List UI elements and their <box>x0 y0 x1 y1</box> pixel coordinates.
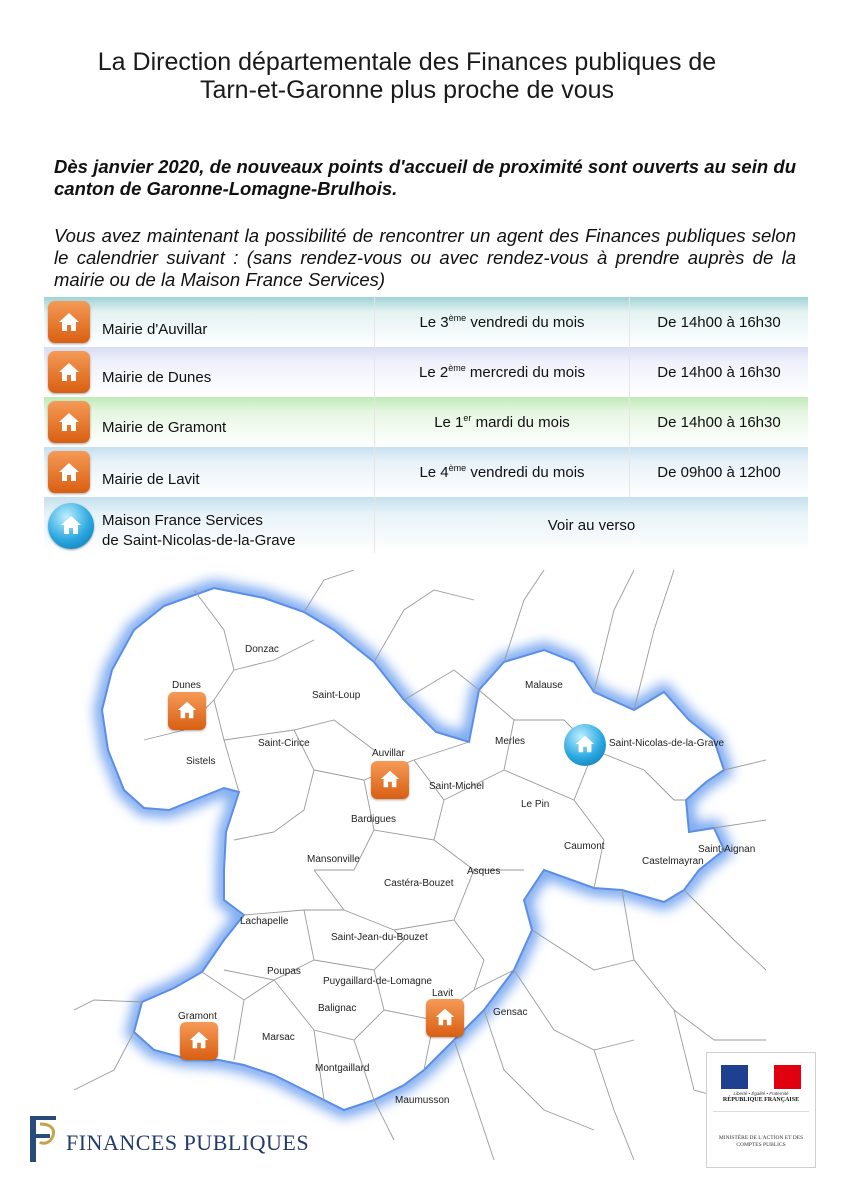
map-town-le-pin: Le Pin <box>521 799 550 810</box>
map-town-bardigues: Bardigues <box>351 814 397 825</box>
map-town-donzac: Donzac <box>245 644 279 655</box>
schedule-day: Le 4ème vendredi du mois <box>419 463 585 481</box>
map-town-gensac: Gensac <box>493 1007 528 1018</box>
body-paragraph: Vous avez maintenant la possibilité de rencontrer un agent des Finances publiques selon le calendrier suivant : (sans rendez-vous ou avec rendez-vous à prendre auprès de la mairie ou de la Maison France Services) <box>54 225 796 290</box>
map-town-saint-loup: Saint-Loup <box>312 690 361 701</box>
page-title <box>0 48 814 104</box>
home-icon <box>48 451 90 493</box>
map-town-castera-bouzet: Castéra-Bouzet <box>384 878 454 889</box>
home-icon <box>48 503 94 549</box>
map-town-maumusson: Maumusson <box>395 1095 450 1106</box>
schedule-place: Mairie d'Auvillar <box>102 321 208 338</box>
schedule-note: Voir au verso <box>547 516 636 534</box>
schedule-place: Mairie de Gramont <box>102 419 227 436</box>
title-line-1: La Direction départementale des Finances publiques de <box>97 48 717 76</box>
map-town-auvillar: Auvillar <box>372 748 405 759</box>
map-town-puygaillard: Puygaillard-de-Lomagne <box>323 976 432 987</box>
schedule-row-auvillar <box>44 297 808 347</box>
schedule-place: Mairie de Dunes <box>102 369 212 386</box>
map-town-asques: Asques <box>467 866 501 877</box>
schedule-row-lavit <box>44 447 808 497</box>
home-icon <box>48 301 90 343</box>
home-icon <box>426 999 464 1037</box>
finances-publiques-logo <box>22 1112 322 1166</box>
schedule-row-dunes <box>44 347 808 397</box>
ministere-label: MINISTÈRE DE L'ACTION ET DES COMPTES PUBLICS <box>718 1135 804 1148</box>
schedule-table <box>44 297 808 553</box>
schedule-hours: De 14h00 à 16h30 <box>657 363 781 381</box>
map-town-balignac: Balignac <box>318 1003 357 1014</box>
fp-wordmark: FINANCES PUBLIQUES <box>66 1130 310 1155</box>
map-town-montgaillard: Montgaillard <box>315 1063 370 1074</box>
schedule-hours: De 14h00 à 16h30 <box>657 313 781 331</box>
schedule-hours: De 14h00 à 16h30 <box>657 413 781 431</box>
schedule-day: Le 3ème vendredi du mois <box>419 313 585 331</box>
canton-map <box>74 570 766 1160</box>
logo-divider <box>713 1111 809 1112</box>
map-town-lachapelle: Lachapelle <box>240 916 289 927</box>
lead-paragraph: Dès janvier 2020, de nouveaux points d'accueil de proximité sont ouverts au sein du canton de Garonne-Lomagne-Brulhois. <box>54 156 796 199</box>
schedule-row-maison-france-services <box>44 497 808 553</box>
map-town-saint-michel: Saint-Michel <box>429 781 485 792</box>
map-town-castelmayran: Castelmayran <box>642 856 704 867</box>
home-icon <box>564 724 606 766</box>
map-town-caumont: Caumont <box>564 841 605 852</box>
map-town-saint-aignan: Saint-Aignan <box>698 844 756 855</box>
flag-icon <box>721 1065 801 1089</box>
map-town-dunes: Dunes <box>172 680 201 691</box>
map-town-poupas: Poupas <box>267 966 301 977</box>
map-town-saint-cirice: Saint-Cirice <box>258 738 310 749</box>
map-town-saint-jean: Saint-Jean-du-Bouzet <box>331 932 428 943</box>
home-icon <box>48 351 90 393</box>
republique-francaise-logo <box>706 1052 816 1168</box>
home-icon <box>48 401 90 443</box>
home-icon <box>168 692 206 730</box>
schedule-row-gramont <box>44 397 808 447</box>
schedule-hours: De 09h00 à 12h00 <box>657 463 781 481</box>
republique-motto: Liberté • Égalité • Fraternité <box>733 1091 789 1096</box>
schedule-place: Mairie de Lavit <box>102 471 200 488</box>
schedule-day: Le 1er mardi du mois <box>434 413 570 431</box>
map-town-malause: Malause <box>525 680 563 691</box>
map-town-merles: Merles <box>495 736 526 747</box>
home-icon <box>371 761 409 799</box>
title-line-2: Tarn-et-Garonne plus proche de vous <box>199 76 615 104</box>
map-town-sistels: Sistels <box>186 756 216 767</box>
schedule-place: Maison France Services de Saint-Nicolas-de-la-Grave <box>102 512 296 549</box>
map-town-gramont: Gramont <box>178 1011 217 1022</box>
home-icon <box>180 1022 218 1060</box>
map-town-marsac: Marsac <box>262 1032 295 1043</box>
map-town-saint-nicolas: Saint-Nicolas-de-la-Grave <box>609 738 725 749</box>
fp-monogram-icon <box>22 1112 62 1164</box>
schedule-day: Le 2ème mercredi du mois <box>419 363 585 381</box>
map-town-mansonville: Mansonville <box>307 854 360 865</box>
map-town-lavit: Lavit <box>432 988 454 999</box>
republique-label: RÉPUBLIQUE FRANÇAISE <box>722 1097 800 1103</box>
